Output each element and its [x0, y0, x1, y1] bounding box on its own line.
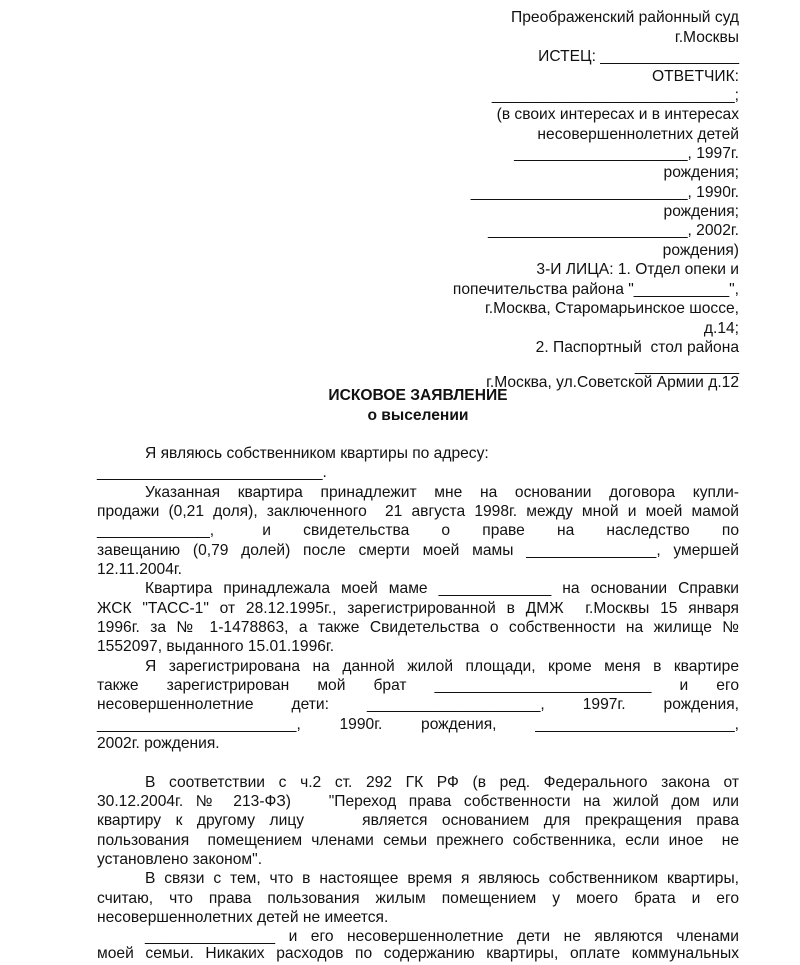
- body-line: несовершеннолетние дети: ____________________, 1997г. рождения,: [97, 696, 739, 713]
- child-1-blank: ____________________, 1997г.: [514, 145, 739, 162]
- court-name: Преображенский районный суд: [511, 9, 739, 26]
- body-line: 1552097, выданного 15.01.1996г.: [97, 638, 335, 655]
- body-line: В соответствии с ч.2 ст. 292 ГК РФ (в ред. Федерального закона от: [145, 774, 739, 791]
- defendant-note-2: несовершеннолетних детей: [537, 126, 739, 143]
- child-2-blank: _________________________, 1990г.: [470, 184, 739, 201]
- body-line: Указанная квартира принадлежит мне на основании договора купли-: [145, 484, 739, 501]
- body-line: _____________, и свидетельства о праве на наследство по: [97, 522, 739, 539]
- third-parties-1: 3-И ЛИЦА: 1. Отдел опеки и: [536, 261, 739, 278]
- body-line: _______________ и его несовершеннолетние дети не являются членами: [145, 928, 739, 945]
- body-line: __________________________.: [97, 464, 327, 481]
- third-parties-5: 2. Паспортный стол района: [535, 339, 739, 356]
- body-line: считаю, что права пользования жилым помещением у моего брата и его: [97, 890, 739, 907]
- body-line: 30.12.2004г. № 213-ФЗ) "Переход права собственности на жилой дом или: [97, 793, 739, 810]
- body-line: _______________________, 1990г. рождения, _______________________,: [97, 716, 739, 733]
- body-line: Я зарегистрирована на данной жилой площади, кроме меня в квартире: [145, 658, 739, 675]
- third-parties-4: д.14;: [703, 320, 739, 337]
- body-line: 1996г. за № 1-1478863, а также Свидетельства о собственности на жилище №: [97, 619, 739, 636]
- third-parties-6: ____________: [634, 358, 739, 375]
- body-line: несовершеннолетних детей не имеется.: [97, 909, 389, 926]
- plaintiff-line: ИСТЕЦ: ________________: [538, 48, 739, 65]
- body-line: моей семьи. Никаких расходов по содержанию квартиры, оплате коммунальных: [97, 945, 739, 962]
- body-line: продажи (0,21 доля), заключенного 21 августа 1998г. между мной и моей мамой: [97, 503, 739, 520]
- body-line: Я являюсь собственником квартиры по адресу:: [145, 445, 489, 462]
- third-parties-3: г.Москва, Старомарьинское шоссе,: [484, 300, 739, 317]
- body-line: квартиру к другому лицу является основанием для прекращения права: [97, 812, 739, 829]
- body-line: Квартира принадлежала моей маме _____________ на основании Справки: [145, 580, 739, 597]
- child-1-birth: рождения;: [663, 164, 739, 181]
- document-subtitle: о выселении: [367, 407, 469, 424]
- defendant-note-1: (в своих интересах и в интересах: [496, 106, 739, 123]
- body-line: 12.11.2004г.: [97, 561, 183, 578]
- body-line: 2002г. рождения.: [97, 735, 220, 752]
- body-line: ЖСК "ТАСС-1" от 28.12.1995г., зарегистрированной в ДМЖ г.Москвы 15 января: [97, 600, 739, 617]
- defendant-label: ОТВЕТЧИК:: [652, 68, 739, 85]
- court-city: г.Москвы: [674, 29, 739, 46]
- body-line: установлено законом".: [97, 851, 263, 868]
- third-parties-7: г.Москва, ул.Советской Армии д.12: [486, 374, 739, 391]
- child-2-birth: рождения;: [663, 203, 739, 220]
- child-3-birth: рождения): [662, 242, 739, 259]
- body-line: В связи с тем, что в настоящее время я являюсь собственником квартиры,: [145, 870, 739, 887]
- body-line: завещанию (0,79 долей) после смерти моей мамы _______________, умершей: [97, 542, 739, 559]
- defendant-blank: ____________________________;: [491, 87, 739, 104]
- body-line: также зарегистрирован мой брат _________________________ и его: [97, 677, 739, 694]
- document-title: ИСКОВОЕ ЗАЯВЛЕНИЕ: [328, 387, 508, 404]
- third-parties-2: попечительства района "___________",: [452, 281, 739, 298]
- body-line: пользования помещением членами семьи прежнего собственника, если иное не: [97, 832, 739, 849]
- child-3-blank: _______________________, 2002г.: [488, 222, 739, 239]
